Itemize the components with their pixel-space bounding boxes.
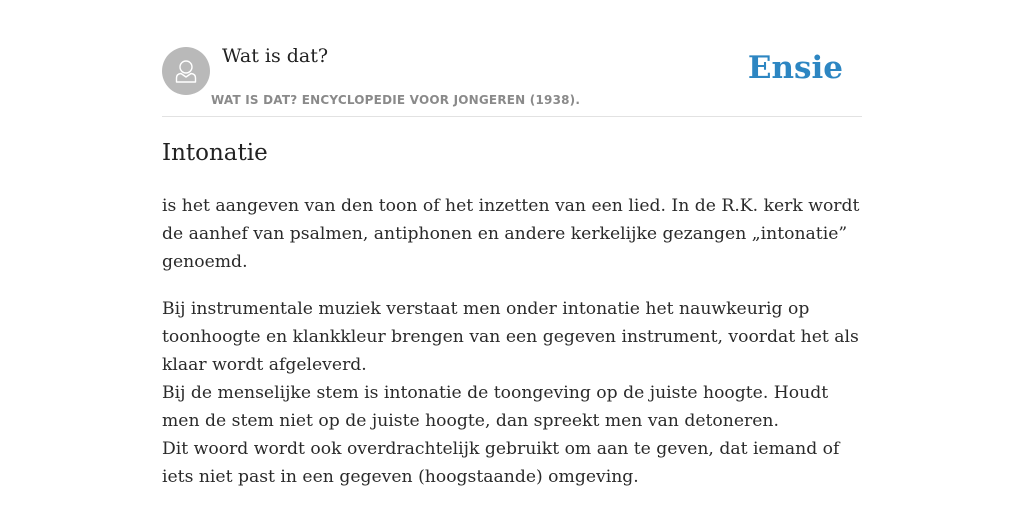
- page-content: [162, 0, 862, 512]
- source-subtitle: WAT IS DAT? ENCYCLOPEDIE VOOR JONGEREN (1938).: [211, 93, 581, 107]
- ensie-logo[interactable]: Ensie: [747, 50, 843, 86]
- article-title: Intonatie: [162, 140, 268, 166]
- article-paragraph: Bij instrumentale muziek verstaat men onder intonatie het nauwkeurig op toonhoogte en klankkleur brengen van een gegeven instrument, voordat het als klaar wordt afgeleverd.: [162, 299, 859, 375]
- source-avatar[interactable]: [162, 47, 210, 95]
- article-paragraph: Dit woord wordt ook overdrachtelijk gebruikt om aan te geven, dat iemand of iets niet past in een gegeven (hoogstaande) omgeving.: [162, 439, 840, 487]
- article-paragraph: Bij de menselijke stem is intonatie de toongeving op de juiste hoogte. Houdt men de stem niet op de juiste hoogte, dan spreekt men van detoneren.: [162, 383, 829, 431]
- source-header: [162, 0, 862, 117]
- article-paragraph: is het aangeven van den toon of het inzetten van een lied. In de R.K. kerk wordt de aanhef van psalmen, antiphonen en andere kerkelijke gezangen „intonatie” genoemd.: [162, 196, 860, 272]
- user-icon: [162, 47, 210, 95]
- source-title[interactable]: Wat is dat?: [222, 45, 329, 67]
- article-body: [162, 192, 862, 491]
